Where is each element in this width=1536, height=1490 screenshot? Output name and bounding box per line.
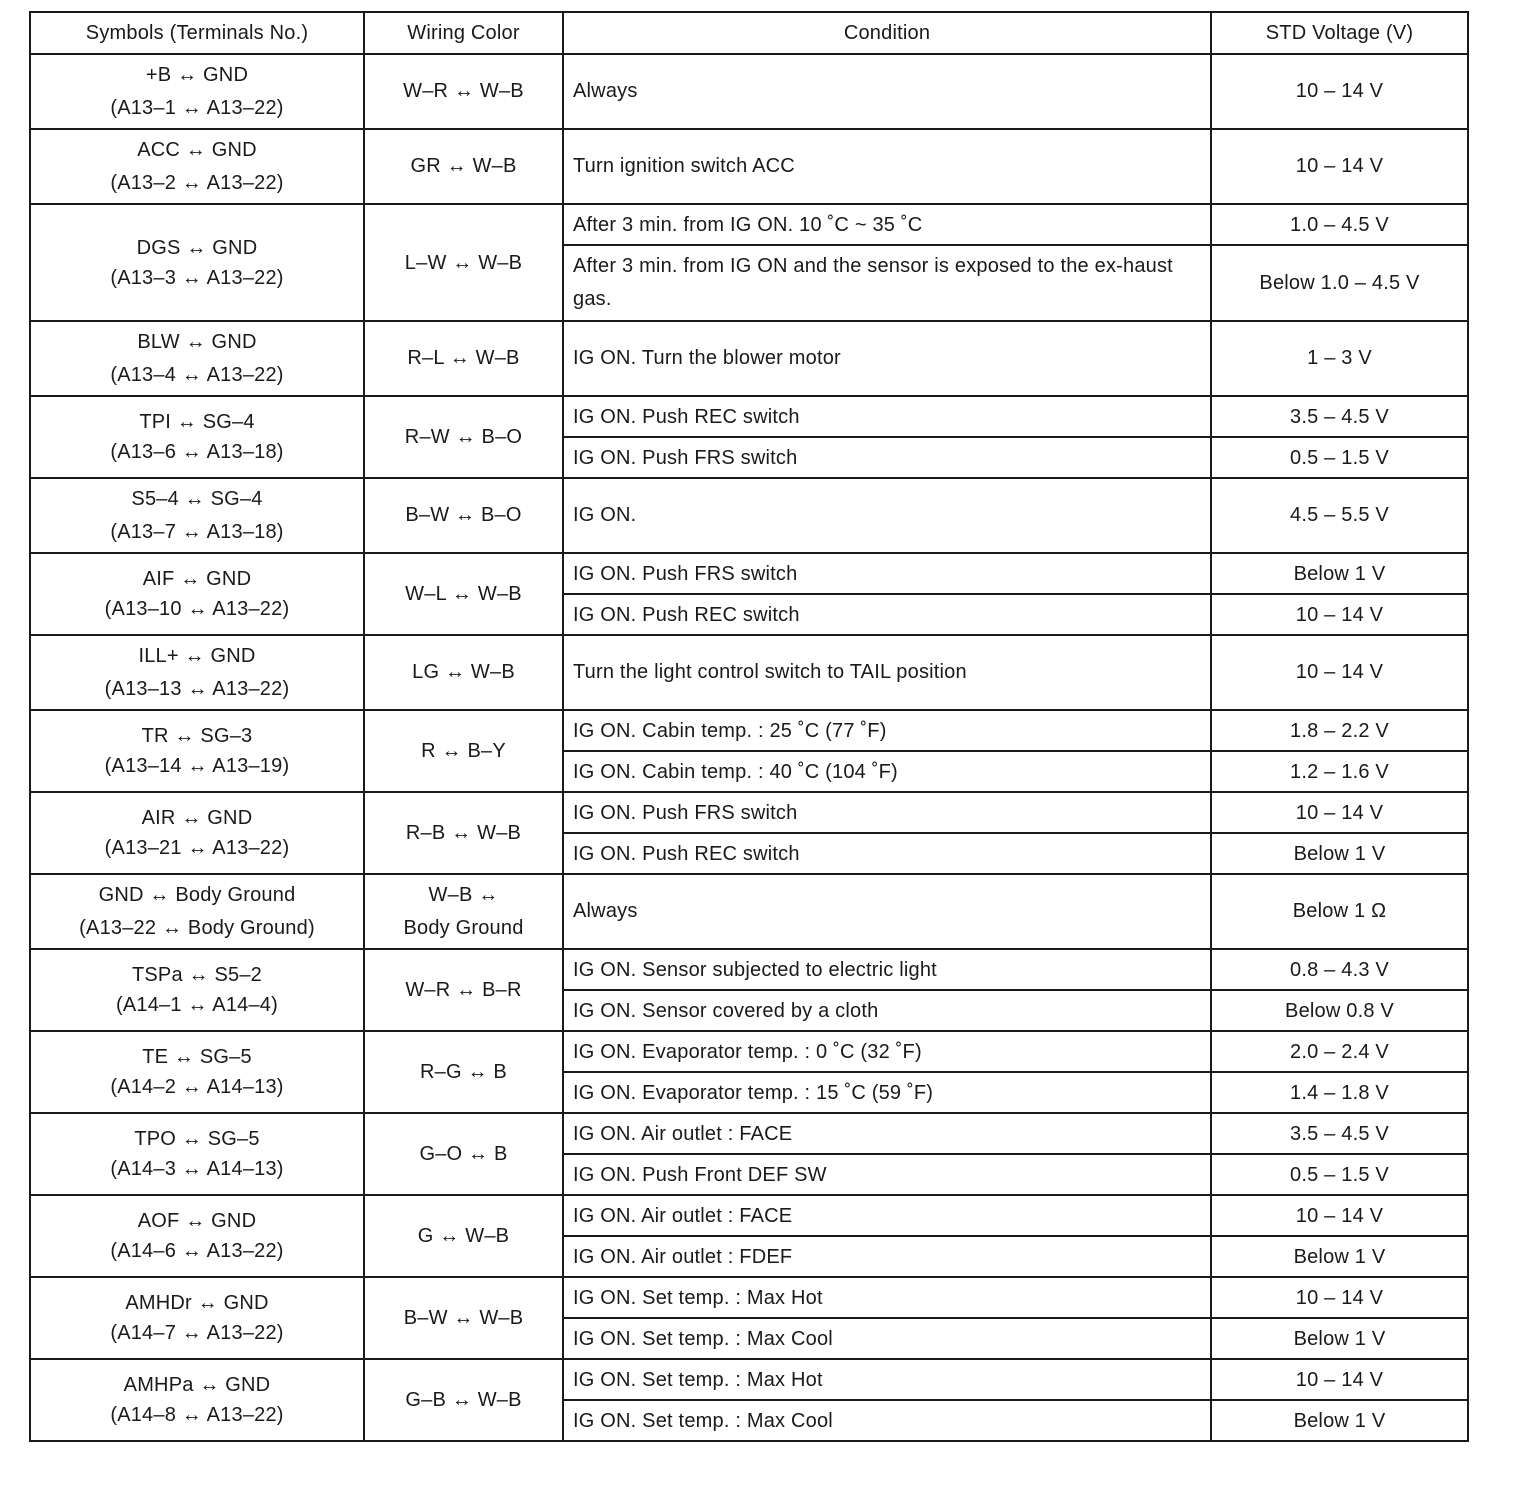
condition-cell: IG ON. Sensor covered by a cloth [563,990,1211,1031]
std-voltage-cell: 3.5 – 4.5 V [1211,396,1468,437]
condition-cell: IG ON. Air outlet : FACE [563,1113,1211,1154]
symbol-cell [30,553,364,635]
symbol-cell [30,396,364,478]
symbol-cell [30,129,364,204]
terminals-text: (A14–6 ↔ A13–22) [110,1240,284,1262]
header-condition: Condition [563,12,1211,54]
std-voltage-cell: 10 – 14 V [1211,792,1468,833]
condition-cell: IG ON. Cabin temp. : 25 ˚C (77 ˚F) [563,710,1211,751]
symbol-cell [30,949,364,1031]
std-voltage-cell: Below 1 V [1211,553,1468,594]
wiring-color-text: W–L ↔ W–B [405,583,522,605]
wiring-color-cell [364,478,563,553]
std-voltage-cell: 10 – 14 V [1211,54,1468,129]
table-row [30,54,1468,129]
condition-cell: After 3 min. from IG ON. 10 ˚C ~ 35 ˚C [563,204,1211,245]
wiring-color-cell [364,54,563,129]
std-voltage-cell: 2.0 – 2.4 V [1211,1031,1468,1072]
wiring-color-text: B–W ↔ B–O [405,504,522,526]
std-voltage-cell: 10 – 14 V [1211,1195,1468,1236]
std-voltage-cell: 10 – 14 V [1211,1359,1468,1400]
symbol-text: AIR ↔ GND [141,807,253,829]
terminals-text: (A13–22 ↔ Body Ground) [79,916,315,939]
condition-cell: IG ON. Turn the blower motor [563,321,1211,396]
std-voltage-cell: Below 1.0 – 4.5 V [1211,245,1468,321]
condition-cell: IG ON. Push FRS switch [563,792,1211,833]
std-voltage-cell: 1 – 3 V [1211,321,1468,396]
table-row [30,874,1468,949]
wiring-color-text: L–W ↔ W–B [404,251,523,274]
wiring-color-cell [364,1195,563,1277]
condition-cell: IG ON. Set temp. : Max Hot [563,1359,1211,1400]
terminals-text: (A14–2 ↔ A14–13) [110,1076,284,1098]
wiring-color-text: R–B ↔ W–B [405,822,522,844]
symbol-cell [30,204,364,321]
terminals-text: (A13–1 ↔ A13–22) [110,96,284,119]
table-row [30,1359,1468,1400]
std-voltage-cell: Below 1 Ω [1211,874,1468,949]
std-voltage-cell: 4.5 – 5.5 V [1211,478,1468,553]
condition-cell: Turn ignition switch ACC [563,129,1211,204]
table-row [30,1031,1468,1072]
std-voltage-cell: 1.2 – 1.6 V [1211,751,1468,792]
condition-cell: IG ON. Set temp. : Max Cool [563,1400,1211,1441]
std-voltage-cell: 0.5 – 1.5 V [1211,437,1468,478]
terminals-text: (A13–14 ↔ A13–19) [104,755,290,777]
condition-cell: IG ON. Air outlet : FDEF [563,1236,1211,1277]
symbol-text: AMHDr ↔ GND [125,1292,269,1314]
wiring-color-cell [364,792,563,874]
wiring-color-text: W–R ↔ B–R [405,979,522,1001]
symbol-text: AOF ↔ GND [137,1210,257,1232]
wiring-color-cell [364,553,563,635]
wiring-color-text: W–B ↔ [428,883,499,906]
symbol-cell [30,792,364,874]
symbol-text: BLW ↔ GND [137,330,257,353]
symbol-cell [30,710,364,792]
wiring-color-text: W–R ↔ W–B [403,80,524,102]
symbol-cell [30,1195,364,1277]
std-voltage-cell: 1.0 – 4.5 V [1211,204,1468,245]
condition-cell: IG ON. Air outlet : FACE [563,1195,1211,1236]
symbol-cell [30,635,364,710]
wiring-color-cell [364,710,563,792]
std-voltage-cell: 1.4 – 1.8 V [1211,1072,1468,1113]
condition-cell: IG ON. Evaporator temp. : 0 ˚C (32 ˚F) [563,1031,1211,1072]
condition-cell: Always [563,874,1211,949]
table-row [30,321,1468,396]
condition-cell: After 3 min. from IG ON and the sensor is exposed to the ex-haust gas. [563,245,1211,321]
wiring-color-cell [364,1277,563,1359]
std-voltage-cell: Below 1 V [1211,1318,1468,1359]
condition-cell: IG ON. Sensor subjected to electric light [563,949,1211,990]
wiring-color-cell [364,1113,563,1195]
wiring-color-cell [364,1031,563,1113]
wiring-color-cell [364,1359,563,1441]
table-row [30,478,1468,553]
condition-cell: IG ON. Push REC switch [563,396,1211,437]
wiring-color-text: G–B ↔ W–B [405,1389,522,1411]
std-voltage-cell: 10 – 14 V [1211,635,1468,710]
condition-cell: IG ON. Push Front DEF SW [563,1154,1211,1195]
std-voltage-cell: Below 1 V [1211,1236,1468,1277]
wiring-color-cell [364,635,563,710]
wiring-color-text: R–W ↔ B–O [404,426,523,448]
table-row [30,1195,1468,1236]
symbol-text: ACC ↔ GND [137,138,257,161]
terminals-text: (A13–6 ↔ A13–18) [110,441,284,463]
symbol-cell [30,1359,364,1441]
symbol-text: +B ↔ GND [145,63,249,86]
terminals-text: (A13–21 ↔ A13–22) [104,837,290,859]
terminals-text: (A13–4 ↔ A13–22) [110,363,284,386]
header-wiring-color: Wiring Color [364,12,563,54]
symbol-text: DGS ↔ GND [136,236,258,259]
symbol-text: AMHPa ↔ GND [123,1374,271,1396]
symbol-text: ILL+ ↔ GND [138,644,256,667]
std-voltage-cell: Below 1 V [1211,833,1468,874]
table-row [30,1113,1468,1154]
symbol-cell [30,478,364,553]
table-row [30,635,1468,710]
symbol-cell [30,321,364,396]
std-voltage-cell: 0.5 – 1.5 V [1211,1154,1468,1195]
std-voltage-cell: 10 – 14 V [1211,1277,1468,1318]
condition-cell: IG ON. Cabin temp. : 40 ˚C (104 ˚F) [563,751,1211,792]
symbol-text: S5–4 ↔ SG–4 [131,487,263,510]
wiring-color-text: R ↔ B–Y [421,740,506,762]
symbol-text: TE ↔ SG–5 [142,1046,252,1068]
table-row [30,553,1468,594]
table-row [30,949,1468,990]
wiring-color-text: LG ↔ W–B [412,661,515,683]
symbol-cell [30,1031,364,1113]
terminals-text: (A13–13 ↔ A13–22) [104,677,290,700]
symbol-text: GND ↔ Body Ground [98,883,296,906]
wiring-color-cell [364,396,563,478]
condition-cell: IG ON. Push REC switch [563,833,1211,874]
std-voltage-cell: Below 1 V [1211,1400,1468,1441]
wiring-color-cell [364,129,563,204]
condition-cell: Turn the light control switch to TAIL position [563,635,1211,710]
condition-cell: IG ON. Set temp. : Max Cool [563,1318,1211,1359]
terminals-text: (A13–3 ↔ A13–22) [110,266,284,289]
symbol-cell [30,1277,364,1359]
symbol-cell [30,54,364,129]
wiring-color-cell [364,204,563,321]
wiring-color-text: Body Ground [403,916,524,939]
symbol-text: TR ↔ SG–3 [141,725,253,747]
table-row [30,710,1468,751]
terminals-text: (A14–7 ↔ A13–22) [110,1322,284,1344]
table-row [30,204,1468,245]
wiring-color-cell [364,949,563,1031]
symbol-cell [30,874,364,949]
terminal-voltage-table [29,11,1469,1442]
condition-cell: Always [563,54,1211,129]
table-row [30,792,1468,833]
terminals-text: (A13–7 ↔ A13–18) [110,520,284,543]
condition-cell: IG ON. Push REC switch [563,594,1211,635]
symbol-text: AIF ↔ GND [142,568,252,590]
wiring-color-text: R–G ↔ B [420,1061,507,1083]
condition-cell: IG ON. [563,478,1211,553]
condition-cell: IG ON. Evaporator temp. : 15 ˚C (59 ˚F) [563,1072,1211,1113]
terminals-text: (A14–8 ↔ A13–22) [110,1404,284,1426]
table-row [30,1277,1468,1318]
std-voltage-cell: 10 – 14 V [1211,129,1468,204]
header-symbols: Symbols (Terminals No.) [30,12,364,54]
condition-cell: IG ON. Push FRS switch [563,553,1211,594]
terminals-text: (A14–1 ↔ A14–4) [116,994,278,1016]
terminals-text: (A14–3 ↔ A14–13) [110,1158,284,1180]
symbol-text: TSPa ↔ S5–2 [131,964,263,986]
wiring-color-text: B–W ↔ W–B [403,1307,524,1329]
header-row [30,12,1468,54]
symbol-text: TPO ↔ SG–5 [134,1128,260,1150]
std-voltage-cell: 3.5 – 4.5 V [1211,1113,1468,1154]
std-voltage-cell: 0.8 – 4.3 V [1211,949,1468,990]
table-row [30,396,1468,437]
table-row [30,129,1468,204]
condition-cell: IG ON. Push FRS switch [563,437,1211,478]
std-voltage-cell: 10 – 14 V [1211,594,1468,635]
header-std-voltage: STD Voltage (V) [1211,12,1468,54]
wiring-color-cell [364,874,563,949]
std-voltage-cell: 1.8 – 2.2 V [1211,710,1468,751]
condition-cell: IG ON. Set temp. : Max Hot [563,1277,1211,1318]
wiring-color-cell [364,321,563,396]
symbol-cell [30,1113,364,1195]
table-body [30,54,1468,1441]
wiring-color-text: G–O ↔ B [419,1143,508,1165]
std-voltage-cell: Below 0.8 V [1211,990,1468,1031]
wiring-color-text: GR ↔ W–B [410,155,517,177]
wiring-color-text: R–L ↔ W–B [407,347,520,369]
terminals-text: (A13–2 ↔ A13–22) [110,171,284,194]
symbol-text: TPI ↔ SG–4 [139,411,255,433]
wiring-color-text: G ↔ W–B [417,1225,510,1247]
terminals-text: (A13–10 ↔ A13–22) [104,598,290,620]
